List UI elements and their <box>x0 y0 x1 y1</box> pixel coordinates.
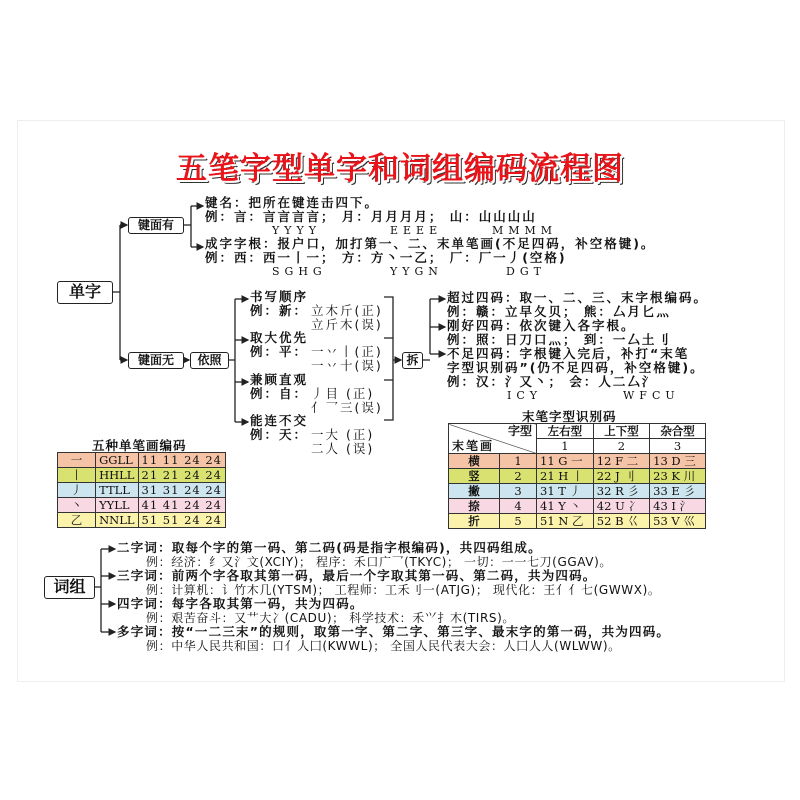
rule-example: 例：自： <box>250 386 309 401</box>
has-key-box: 键面有 <box>128 217 184 234</box>
code: ICY <box>507 389 543 402</box>
id-code-cell: 41 Y 丶 <box>537 499 594 514</box>
cizu-example: 例：经济：纟又氵文(XCIY)； 程序：禾口广乛(TKYC)； 一切：一一七刀(GGAV)。 <box>146 555 612 569</box>
stroke-name: 竖 <box>449 469 500 484</box>
stroke-glyph: 丿 <box>58 483 96 498</box>
code: SGHG <box>272 265 327 278</box>
id-code-cell: 12 F 二 <box>593 454 649 469</box>
corner-cell <box>449 424 537 454</box>
rule-wrong: 亻乛三(误) <box>311 400 383 415</box>
stroke-name: 撇 <box>449 484 500 499</box>
id-table-row <box>449 499 706 514</box>
rule-wrong: 一丷十(误) <box>311 358 383 373</box>
code: WFCU <box>623 389 680 402</box>
type-num: 3 <box>650 439 706 454</box>
stroke-codes: 31 31 24 24 <box>138 483 226 498</box>
rule-name: 书写顺序 <box>250 289 309 304</box>
id-code-cell: 21 H 丨 <box>537 469 594 484</box>
cizu-example: 例：计算机：讠竹木几(YTSM)； 工程师：工禾刂一(ATJG)； 现代化：王亻亻七(GWWX)。 <box>146 583 661 597</box>
rule-example: 例：天： <box>250 427 309 442</box>
no-key-box: 键面无 <box>128 352 184 369</box>
under-four-example: 例：汉：氵又丶； 会：人二厶氵 <box>447 374 657 389</box>
component-example: 例：西：西一丨一； 方：方丶一乙； 厂：厂一丿(空格) <box>205 250 567 265</box>
stroke-letters: NNLL <box>96 513 138 528</box>
rule-wrong: 立斤木(误) <box>311 317 383 332</box>
rule-right: 丿目 (正) <box>311 386 375 401</box>
stroke-table-title: 五种单笔画编码 <box>92 438 187 453</box>
type-num: 1 <box>537 439 594 454</box>
cizu-rule: 四字词：每字各取其第一码，共为四码。 <box>117 596 364 611</box>
stroke-codes: 41 41 24 24 <box>138 498 226 513</box>
id-table-title: 末笔字型识别码 <box>522 409 617 424</box>
stroke-table <box>57 452 226 528</box>
exact-four-example: 例：照：日刀口灬； 到：一厶土刂 <box>447 332 671 347</box>
code: MMMM <box>492 224 558 237</box>
stroke-name: 捺 <box>449 499 500 514</box>
id-code-cell: 42 U 冫 <box>593 499 649 514</box>
corner-top-label: 字型 <box>507 424 532 438</box>
stroke-table-row <box>58 453 226 468</box>
code: YYYY <box>272 224 322 237</box>
stroke-letters: TTLL <box>96 483 138 498</box>
cizu-box: 词组 <box>44 576 95 599</box>
stroke-letters: GGLL <box>96 453 138 468</box>
id-table <box>448 423 706 529</box>
key-name-example: 例：言：言言言言； 月：月月月月； 山：山山山山 <box>205 209 537 224</box>
stroke-num: 2 <box>500 469 537 484</box>
exact-four-rule: 刚好四码：依次键入各字根。 <box>447 318 636 333</box>
rule-right: 立木斤(正) <box>311 303 383 318</box>
id-code-cell: 13 D 三 <box>650 454 706 469</box>
stroke-table-row <box>58 513 226 528</box>
id-code-cell: 11 G 一 <box>537 454 594 469</box>
stroke-letters: HHLL <box>96 468 138 483</box>
stroke-glyph: 丶 <box>58 498 96 513</box>
stroke-num: 5 <box>500 514 537 529</box>
id-code-cell: 23 K 川 <box>650 469 706 484</box>
stroke-codes: 21 21 24 24 <box>138 468 226 483</box>
id-code-cell: 32 R 彡 <box>593 484 649 499</box>
type-header: 杂合型 <box>650 424 706 439</box>
id-table-row <box>449 454 706 469</box>
key-name-rule: 键名：把所在键连击四下。 <box>205 195 380 210</box>
stroke-name: 折 <box>449 514 500 529</box>
rule-name: 兼顾直观 <box>250 372 309 387</box>
code: EEEE <box>390 224 443 237</box>
stroke-glyph: 丨 <box>58 468 96 483</box>
id-table-row <box>449 469 706 484</box>
split-box: 拆 <box>402 352 423 369</box>
rule-example: 例：新： <box>250 303 309 318</box>
id-code-cell: 33 E 彡 <box>650 484 706 499</box>
code: YYGN <box>390 265 443 278</box>
cizu-example: 例：艰苦奋斗：又艹大冫(CADU)； 科学技术：禾⺍扌木(TIRS)。 <box>146 611 515 625</box>
stroke-name: 横 <box>449 454 500 469</box>
rule-wrong: 二人 (误) <box>311 441 375 456</box>
stroke-codes: 51 51 24 24 <box>138 513 226 528</box>
type-num: 2 <box>593 439 649 454</box>
cizu-rule: 二字词：取每个字的第一码、第二码(码是指字根编码)，共四码组成。 <box>117 540 542 555</box>
id-code-cell: 51 N 乙 <box>537 514 594 529</box>
id-code-cell: 53 V 巛 <box>650 514 706 529</box>
page-title: 五笔字型单字和词组编码流程图 <box>176 151 624 187</box>
cizu-rule: 三字词：前两个字各取其第一码，最后一个字取其第一码、第二码，共为四码。 <box>117 568 597 583</box>
stroke-table-row <box>58 498 226 513</box>
cizu-rule: 多字词：按“一二三末”的规则，取第一字、第二字、第三字、最末字的第一码，共为四码。 <box>117 624 671 639</box>
stroke-codes: 11 11 24 24 <box>138 453 226 468</box>
code: DGT <box>506 265 546 278</box>
over-four-rule: 超过四码：取一、二、三、末字根编码。 <box>447 290 709 305</box>
id-code-cell: 52 B 巜 <box>593 514 649 529</box>
rule-name: 能连不交 <box>250 413 309 428</box>
follow-box: 依照 <box>190 352 229 369</box>
stroke-glyph: 一 <box>58 453 96 468</box>
type-header: 左右型 <box>537 424 594 439</box>
rule-example: 例：平： <box>250 344 309 359</box>
stroke-num: 4 <box>500 499 537 514</box>
cizu-example: 例：中华人民共和国：口亻人囗(KWWL)； 全国人民代表大会：人囗人人(WLWW)。 <box>146 639 621 653</box>
stroke-table-row <box>58 483 226 498</box>
id-table-row <box>449 484 706 499</box>
under-four-rule: 不足四码：字根键入完后，补打“末笔 <box>447 346 690 361</box>
corner-bottom-label: 末笔画 <box>452 439 495 453</box>
stroke-letters: YYLL <box>96 498 138 513</box>
stroke-num: 1 <box>500 454 537 469</box>
stroke-glyph: 乙 <box>58 513 96 528</box>
rule-name: 取大优先 <box>250 330 309 345</box>
rule-right: 一丷丨(正) <box>311 344 383 359</box>
under-four-rule-cont: 字型识别码”(仍不足四码，补空格键)。 <box>447 360 705 375</box>
type-header: 上下型 <box>593 424 649 439</box>
id-code-cell: 43 I 氵 <box>650 499 706 514</box>
id-table-row <box>449 514 706 529</box>
component-rule: 成字字根：报户口，加打第一、二、末单笔画(不足四码，补空格键)。 <box>205 236 656 251</box>
danzi-box: 单字 <box>57 281 113 304</box>
stroke-table-row <box>58 468 226 483</box>
id-code-cell: 22 J 刂 <box>593 469 649 484</box>
stroke-num: 3 <box>500 484 537 499</box>
id-code-cell: 31 T 丿 <box>537 484 594 499</box>
over-four-example: 例：赣：立早夂贝； 熊：厶月匕灬 <box>447 304 671 319</box>
rule-right: 一大 (正) <box>311 427 375 442</box>
